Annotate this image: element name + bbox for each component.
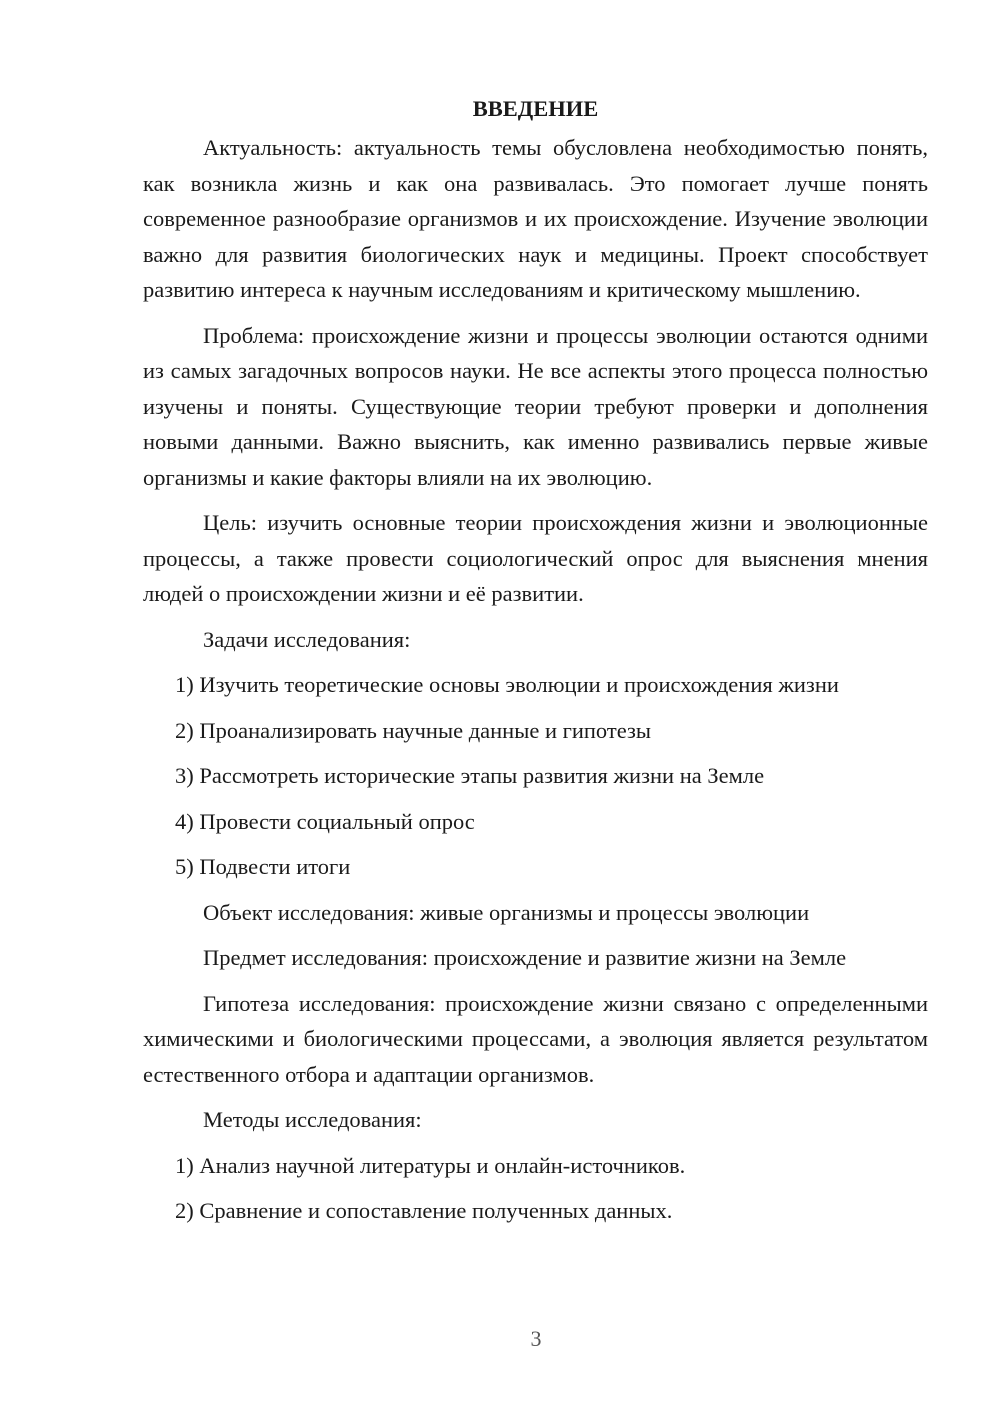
research-subject: Предмет исследования: происхождение и развитие жизни на Земле <box>203 945 847 970</box>
methods-list <box>143 1148 928 1229</box>
goal-paragraph: Цель: изучить основные теории происхождения жизни и эволюционные процессы, а также провести социологический опрос для выяснения мнения людей о происхождении жизни и её развитии. <box>143 510 928 606</box>
relevance-paragraph: Актуальность: актуальность темы обусловлена необходимостью понять, как возникла жизнь и как она развивалась. Это помогает лучше понять современное разнообразие организмов и их происхождение. Изучение эволюции важно для развития биологических наук и медицины. Проект способствует развитию интереса к научным исследованиям и критическому мышлению. <box>143 135 928 302</box>
tasks-heading: Задачи исследования: <box>203 626 411 652</box>
list-item: 5) Подвести итоги <box>175 854 351 879</box>
list-item: 2) Сравнение и сопоставление полученных данных. <box>175 1198 673 1223</box>
hypothesis-paragraph: Гипотеза исследования: происхождение жизни связано с определенными химическими и биологическими процессами, а эволюция является результатом естественного отбора и адаптации организмов. <box>143 990 928 1087</box>
list-item: 4) Провести социальный опрос <box>175 808 475 834</box>
list-item: 1) Изучить теоретические основы эволюции и происхождения жизни <box>175 672 839 697</box>
document-page <box>143 92 928 1239</box>
tasks-list <box>143 667 928 885</box>
page-number: 3 <box>530 1326 542 1351</box>
list-item: 3) Рассмотреть исторические этапы развития жизни на Земле <box>175 763 765 788</box>
research-object: Объект исследования: живые организмы и процессы эволюции <box>203 899 810 925</box>
list-item: 1) Анализ научной литературы и онлайн-источников. <box>175 1152 686 1178</box>
list-item: 2) Проанализировать научные данные и гипотезы <box>175 717 651 743</box>
methods-heading: Методы исследования: <box>203 1107 422 1132</box>
problem-paragraph: Проблема: происхождение жизни и процессы эволюции остаются одними из самых загадочных вопросов науки. Не все аспекты этого процесса полностью изучены и поняты. Существующие теории требуют проверки и дополнения новыми данными. Важно выяснить, как именно развивались первые живые организмы и какие факторы влияли на их эволюцию. <box>143 322 928 490</box>
page-title: ВВЕДЕНИЕ <box>472 96 599 121</box>
